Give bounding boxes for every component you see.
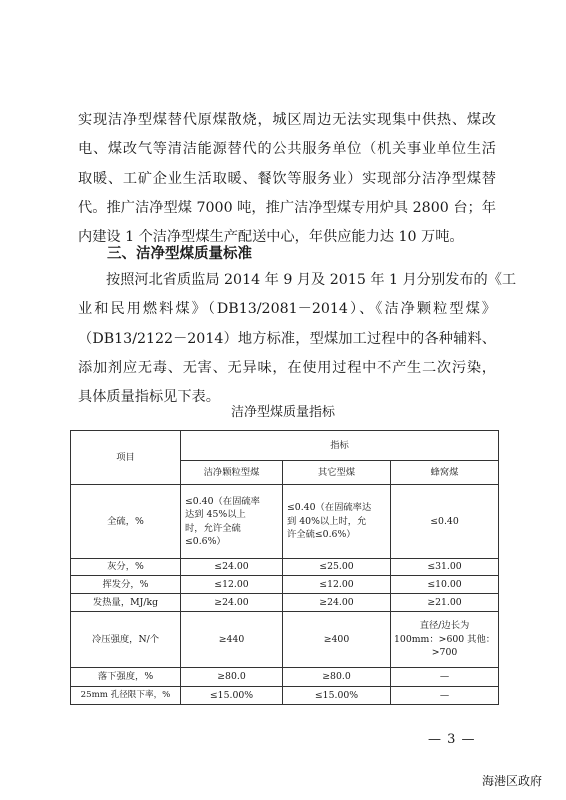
paragraph-line: 电、煤改气等清洁能源替代的公共服务单位（机关事业单位生活 bbox=[78, 141, 496, 158]
column-header: 蜂窝煤 bbox=[391, 461, 499, 485]
cell-honeycomb: ≤10.00 bbox=[391, 576, 499, 594]
table-row bbox=[71, 485, 499, 559]
row-item: 冷压强度，N/个 bbox=[71, 612, 181, 668]
cell-clean-granular: ≥80.0 bbox=[181, 668, 283, 687]
table-title: 洁净型煤质量指标 bbox=[230, 405, 335, 420]
cell-other-briquette: ≤12.00 bbox=[283, 576, 391, 594]
table-row bbox=[71, 594, 499, 612]
cell-other-briquette: ≤0.40（在固硫率达 到 40%以上时，允 许全硫≤0.6%） bbox=[283, 485, 391, 559]
paragraph-line: 实现洁净型煤替代原煤散烧，城区周边无法实现集中供热、煤改 bbox=[78, 112, 496, 128]
cell-honeycomb: ≤31.00 bbox=[391, 559, 499, 576]
cell-honeycomb: — bbox=[391, 668, 499, 687]
quality-indicator-table bbox=[70, 430, 499, 705]
row-item: 落下强度，% bbox=[71, 668, 181, 687]
table-row bbox=[71, 687, 499, 705]
paragraph-quality-standards bbox=[78, 266, 517, 412]
paragraph-clean-coal-replacement bbox=[78, 106, 496, 252]
column-header: 其它型煤 bbox=[283, 461, 391, 485]
paragraph-line: 内建设 1 个洁净型煤生产配送中心，年供应能力达 10 万吨。 bbox=[78, 229, 464, 246]
source-watermark: 海港区政府 bbox=[482, 774, 543, 788]
row-item: 发热量，MJ/kg bbox=[71, 594, 181, 612]
table-row bbox=[71, 576, 499, 594]
page-number: — 3 — bbox=[428, 732, 476, 747]
paragraph-line: 具体质量指标见下表。 bbox=[78, 389, 220, 406]
row-item: 全硫，% bbox=[71, 485, 181, 559]
row-item: 25mm 孔径限下率，% bbox=[71, 687, 181, 705]
cell-honeycomb: ≤0.40 bbox=[391, 485, 499, 559]
cell-clean-granular: ≤0.40（在固硫率 达到 45%以上 时，允许全硫 ≤0.6%） bbox=[181, 485, 283, 559]
cell-other-briquette: ≥400 bbox=[283, 612, 391, 668]
paragraph-line: （DB13/2122－2014）地方标准，型煤加工过程中的各种辅料、 bbox=[78, 330, 496, 347]
cell-other-briquette: ≤15.00% bbox=[283, 687, 391, 705]
cell-clean-granular: ≥24.00 bbox=[181, 594, 283, 612]
paragraph-line: 添加剂应无毒、无害、无异味，在使用过程中不产生二次污染， bbox=[78, 359, 496, 376]
section-heading: 三、洁净型煤质量标准 bbox=[107, 246, 252, 262]
table-row bbox=[71, 668, 499, 687]
table-row bbox=[71, 612, 499, 668]
cell-clean-granular: ≤12.00 bbox=[181, 576, 283, 594]
table-row bbox=[71, 559, 499, 576]
paragraph-line: 代。推广洁净型煤 7000 吨，推广洁净型煤专用炉具 2800 台；年 bbox=[78, 199, 496, 216]
row-item: 挥发分，% bbox=[71, 576, 181, 594]
cell-clean-granular: ≤15.00% bbox=[181, 687, 283, 705]
cell-clean-granular: ≤24.00 bbox=[181, 559, 283, 576]
paragraph-line: 按照河北省质监局 2014 年 9 月及 2015 年 1 月分别发布的《工 bbox=[106, 272, 517, 288]
cell-honeycomb: 直径/边长为 100mm：>600 其他： >700 bbox=[391, 612, 499, 668]
header-indicator-cell: 指标 bbox=[181, 431, 499, 461]
cell-honeycomb: — bbox=[391, 687, 499, 705]
header-item-cell: 项目 bbox=[71, 431, 181, 485]
cell-other-briquette: ≤25.00 bbox=[283, 559, 391, 576]
cell-other-briquette: ≥80.0 bbox=[283, 668, 391, 687]
row-item: 灰分，% bbox=[71, 559, 181, 576]
cell-clean-granular: ≥440 bbox=[181, 612, 283, 668]
cell-honeycomb: ≥21.00 bbox=[391, 594, 499, 612]
cell-other-briquette: ≥24.00 bbox=[283, 594, 391, 612]
column-header: 洁净颗粒型煤 bbox=[181, 461, 283, 485]
paragraph-line: 业和民用燃料煤》（DB13/2081－2014）、《洁净颗粒型煤》 bbox=[78, 301, 496, 318]
paragraph-line: 取暖、工矿企业生活取暖、餐饮等服务业）实现部分洁净型煤替 bbox=[78, 170, 496, 187]
